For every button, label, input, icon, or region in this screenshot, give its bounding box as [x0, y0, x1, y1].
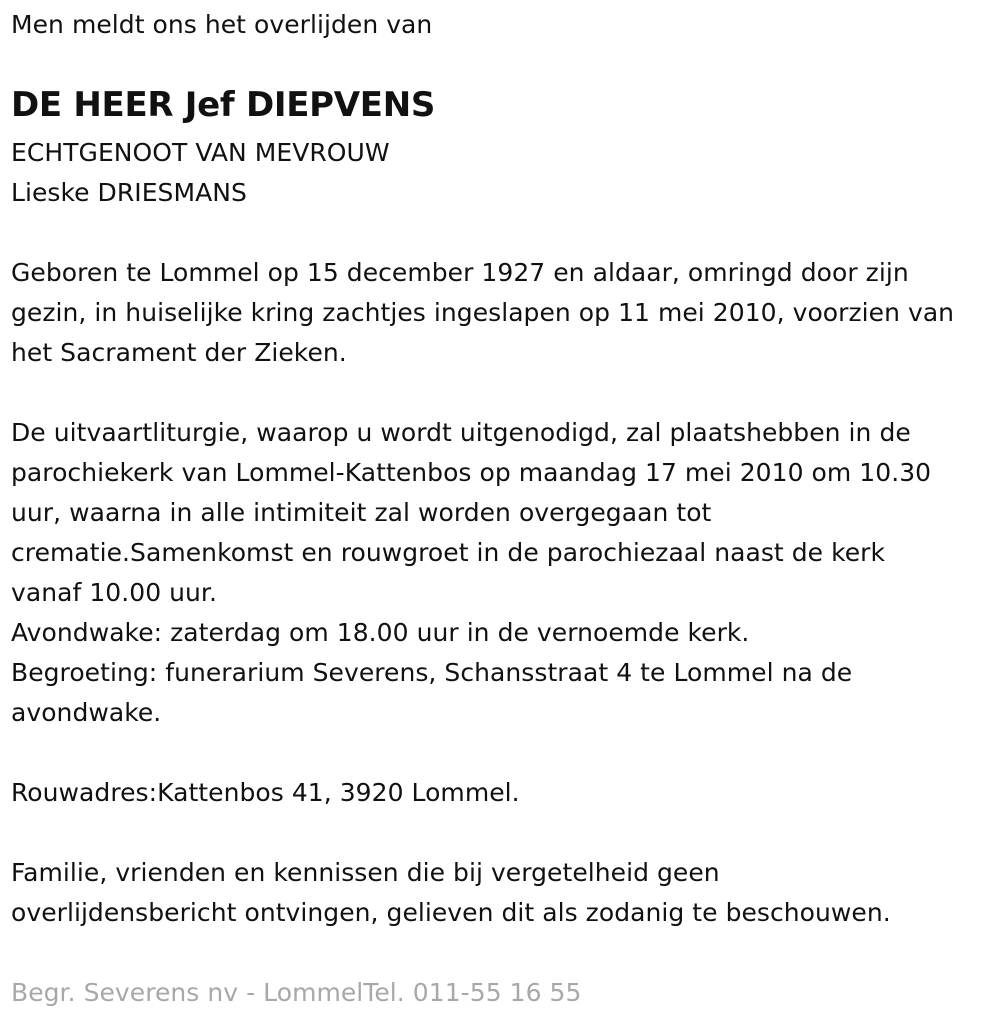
birth-line: Geboren te Lommel op 15 december 1927 en aldaar, omringd door zijn — [11, 258, 909, 287]
closing-line: Familie, vrienden en kennissen die bij vergetelheid geen — [11, 858, 720, 887]
funeral-line: vanaf 10.00 uur. — [11, 578, 217, 607]
birth-line: het Sacrament der Zieken. — [11, 338, 347, 367]
wake-line: Avondwake: zaterdag om 18.00 uur in de vernoemde kerk. — [11, 618, 750, 647]
footer-credit: Begr. Severens nv - LommelTel. 011-55 16 55 — [11, 978, 582, 1007]
funeral-line: parochiekerk van Lommel-Kattenbos op maandag 17 mei 2010 om 10.30 — [11, 458, 932, 487]
funeral-line: De uitvaartliturgie, waarop u wordt uitgenodigd, zal plaatshebben in de — [11, 418, 911, 447]
birth-line: gezin, in huiselijke kring zachtjes ingeslapen op 11 mei 2010, voorzien van — [11, 298, 955, 327]
mourning-address: Rouwadres:Kattenbos 41, 3920 Lommel. — [11, 778, 520, 807]
deceased-name: DE HEER Jef DIEPVENS — [11, 85, 436, 125]
funeral-line: crematie.Samenkomst en rouwgroet in de parochiezaal naast de kerk — [11, 538, 886, 567]
closing-line: overlijdensbericht ontvingen, gelieven dit als zodanig te beschouwen. — [11, 898, 891, 927]
visitation-line: Begroeting: funerarium Severens, Schansstraat 4 te Lommel na de — [11, 658, 853, 687]
spouse-name: Lieske DRIESMANS — [11, 178, 247, 207]
funeral-line: uur, waarna in alle intimiteit zal worden overgegaan tot — [11, 498, 712, 527]
intro-text: Men meldt ons het overlijden van — [11, 10, 433, 39]
relation-text: ECHTGENOOT VAN MEVROUW — [11, 138, 390, 167]
visitation-line: avondwake. — [11, 698, 162, 727]
